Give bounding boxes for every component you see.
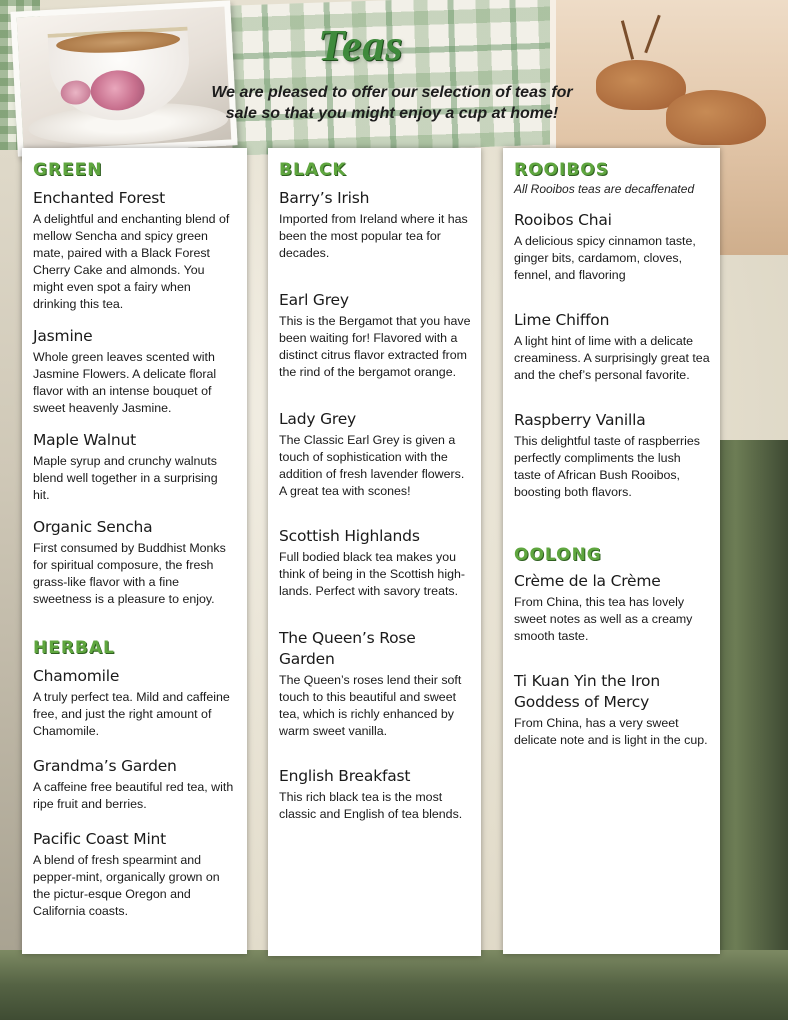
section-oolong [514,545,710,749]
tea-name: Scottish Highlands [279,527,420,545]
tea-description: A blend of fresh spearmint and pepper-mint, organically grown on the pictur-esque Oregon and California coasts. [33,853,220,918]
tea-description: The Queen’s roses lend their soft touch to this beautiful and sweet tea, which is richly enhanced by warm sweet vanilla. [279,673,462,738]
menu-column-2 [268,148,481,956]
deer-shape [666,90,766,145]
page-title: Teas [318,21,404,70]
collage-strip-left [0,150,24,950]
tea-name: Pacific Coast Mint [33,830,167,848]
tea-description: From China, has a very sweet delicate note and is light in the cup. [514,716,708,747]
teacup-photo [10,0,237,156]
tea-description: Maple syrup and crunchy walnuts blend well together in a surprising hit. [33,454,218,502]
tea-description: A caffeine free beautiful red tea, with ripe fruit and berries. [33,780,234,811]
tea-description: This rich black tea is the most classic and English of tea blends. [279,790,463,821]
tea-item [33,517,237,608]
tea-description: Imported from Ireland where it has been the most popular tea for decades. [279,212,468,260]
tea-name: Barry’s Irish [279,189,370,207]
tea-description: Full bodied black tea makes you think of being in the Scottish high-lands. Perfect with savory treats. [279,550,465,598]
tea-item [279,188,471,262]
tea-name: Crème de la Crème [514,572,661,590]
tea-name: Jasmine [33,327,93,345]
section-heading: ROOIBOS [514,160,609,180]
tea-name: Maple Walnut [33,431,136,449]
tea-description: This delightful taste of raspberries perfectly compliments the lush taste of African Bush Rooibos, boosting both flavors. [514,434,700,499]
tea-item [33,430,237,504]
tea-item [279,409,471,500]
tea-description: A delicious spicy cinnamon taste, ginger bits, cardamom, cloves, fennel, and flavoring [514,234,696,282]
tea-description: A truly perfect tea. Mild and caffeine free, and just the right amount of Chamomile. [33,690,230,738]
tea-description: A light hint of lime with a delicate creaminess. A surprisingly great tea and the chef’s personal favorite. [514,334,710,382]
tea-name: Grandma’s Garden [33,757,177,775]
section-heading: OOLONG [514,545,602,565]
forest-path-photo [0,950,788,1020]
tea-item [514,571,710,645]
tea-item [514,210,710,284]
tea-item [514,310,710,384]
menu-column-1 [22,148,247,954]
section-note: All Rooibos teas are decaffenated [514,182,695,196]
tea-name: Enchanted Forest [33,189,166,207]
tea-name: Organic Sencha [33,518,153,536]
section-heading: HERBAL [33,638,115,658]
tea-item [514,671,710,749]
tea-description: This is the Bergamot that you have been waiting for! Flavored with a distinct citrus flavor extracted from the rind of the bergamot orange. [279,314,471,379]
menu-column-3 [503,148,720,954]
tea-item [33,188,237,313]
section-rooibos [514,160,710,501]
tea-description: First consumed by Buddhist Monks for spiritual composure, the fresh grass-like flavor with a fine sweetness is a pleasure to enjoy. [33,541,226,606]
tea-description: A delightful and enchanting blend of mellow Sencha and spicy green mate, paired with a Black Forest Cherry Cake and almonds. You might even spot a fairy when drinking this tea. [33,212,230,311]
tea-description: The Classic Earl Grey is given a touch of sophistication with the addition of fresh lavender flowers. A great tea with scones! [279,433,465,498]
tea-name: Earl Grey [279,291,349,309]
tea-name: The Queen’s Rose Garden [279,629,416,668]
tea-item [33,666,237,740]
section-heading: GREEN [33,160,103,180]
tea-name: Rooibos Chai [514,211,612,229]
tea-name: Raspberry Vanilla [514,411,646,429]
antler-shape [621,20,634,59]
page-subtitle: We are pleased to offer our selection of teas for sale so that you might enjoy a cup at home! [211,84,573,122]
tea-name: English Breakfast [279,767,411,785]
tea-item [514,410,710,501]
tea-item [279,628,471,740]
tea-item [279,766,471,823]
tea-name: Lady Grey [279,410,357,428]
tea-item [33,829,237,920]
tea-item [33,326,237,417]
tea-item [279,290,471,381]
tea-description: From China, this tea has lovely sweet notes as well as a creamy smooth taste. [514,595,693,643]
tea-description: Whole green leaves scented with Jasmine Flowers. A delicate floral flavor with an intense bouquet of sweet heavenly Jasmine. [33,350,217,415]
section-herbal [33,638,237,920]
tea-item [279,526,471,600]
tea-name: Ti Kuan Yin the Iron Goddess of Mercy [514,672,660,711]
section-green [33,160,237,608]
tea-name: Lime Chiffon [514,311,610,329]
tea-item [33,756,237,813]
tea-name: Chamomile [33,667,120,685]
section-heading: BLACK [279,160,347,180]
section-black [279,160,471,823]
antler-shape [644,15,660,54]
